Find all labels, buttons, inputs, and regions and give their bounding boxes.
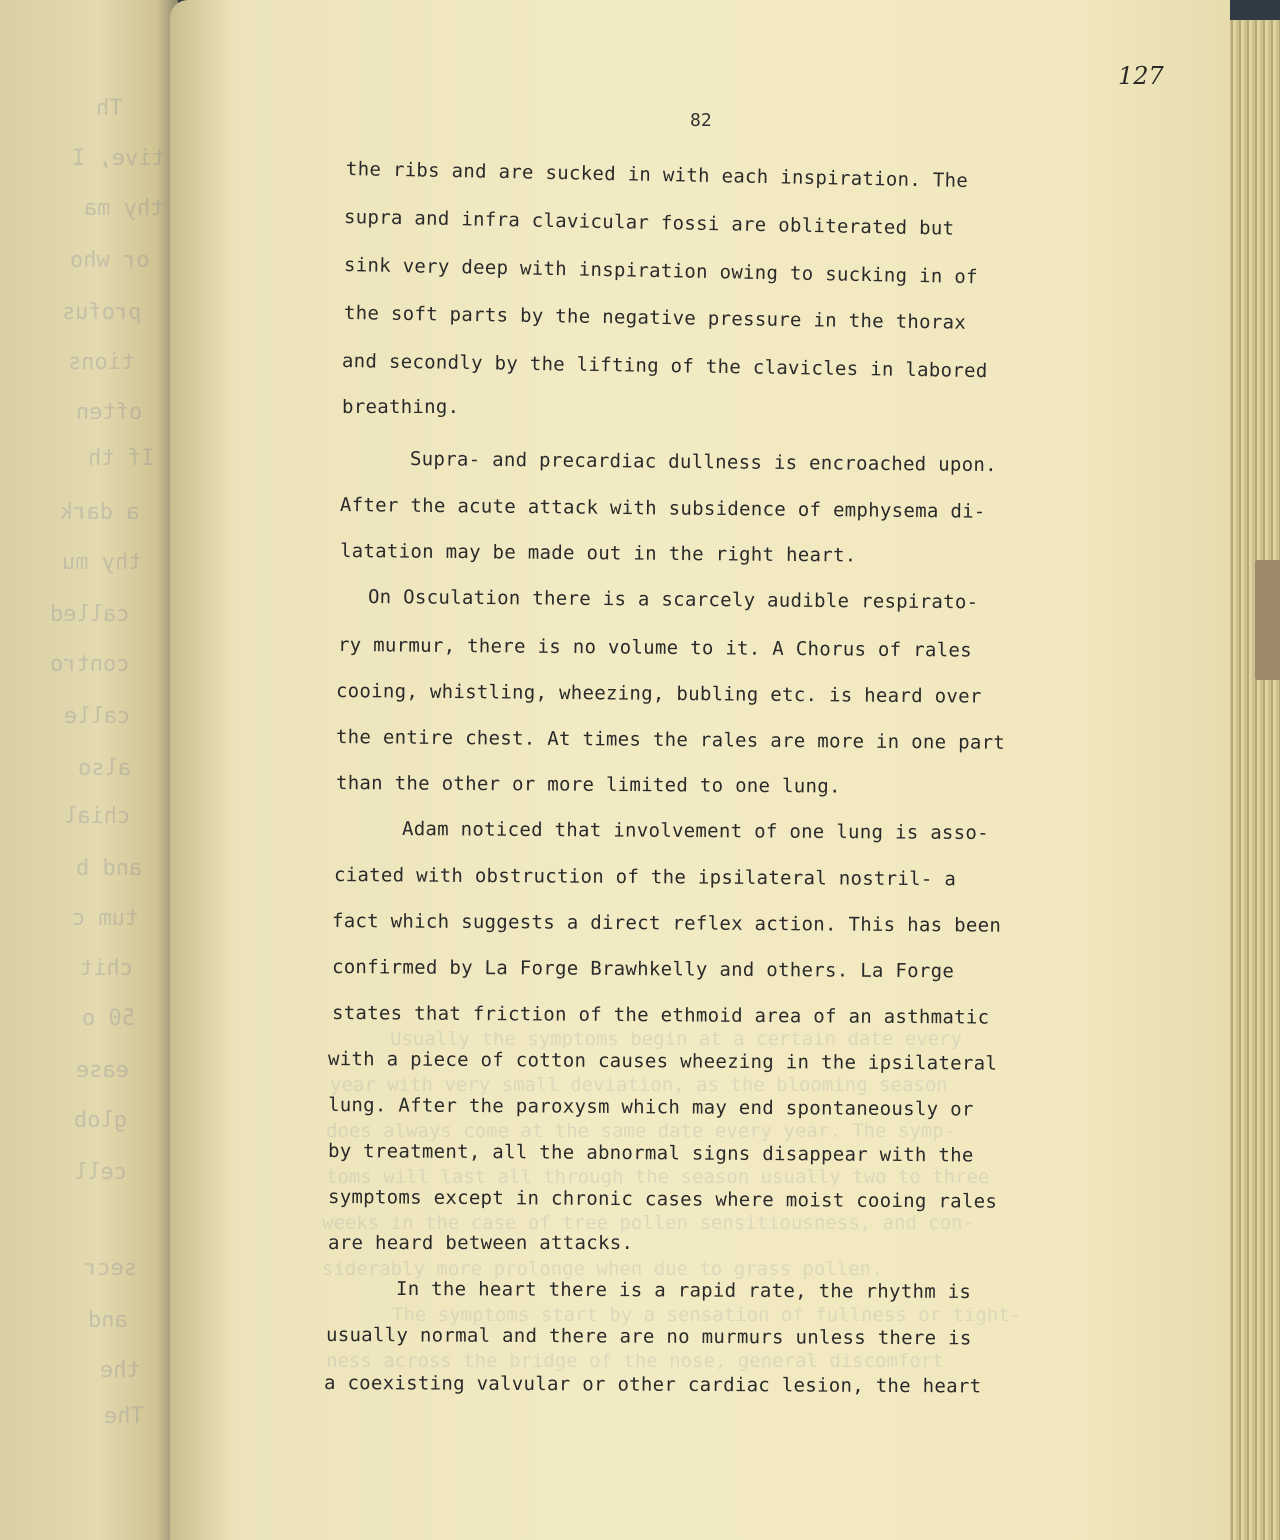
text-line: than the other or more limited to one lung. xyxy=(335,772,841,798)
ghost-word: or who xyxy=(70,248,150,273)
folio-number: 127 xyxy=(1118,62,1164,90)
binding-tab xyxy=(1255,560,1280,680)
ghost-word: calle xyxy=(64,704,131,729)
show-through-line: toms will last all through the season usually two to three xyxy=(326,1166,990,1188)
text-line: On Osculation there is a scarcely audible respirato- xyxy=(367,586,979,614)
ghost-word: cell xyxy=(74,1160,127,1185)
ghost-word: contro xyxy=(50,652,130,677)
page-number: 82 xyxy=(690,110,712,131)
ghost-word: a dark xyxy=(60,500,140,525)
text-line: states that friction of the ethmoid area of an asthmatic xyxy=(331,1002,990,1029)
text-line: usually normal and there are no murmurs unless there is xyxy=(325,1324,972,1350)
ghost-word: called xyxy=(50,602,130,627)
ghost-word: thy mu xyxy=(62,550,142,575)
ghost-word: also xyxy=(78,756,131,781)
ghost-word: tum c xyxy=(72,906,139,931)
show-through-line: Usually the symptoms begin at a certain date every xyxy=(390,1028,962,1050)
text-line: latation may be made out in the right heart. xyxy=(339,540,857,567)
ghost-word: tive, I xyxy=(72,146,165,171)
text-line: the soft parts by the negative pressure in the thorax xyxy=(343,302,967,334)
ghost-word: 50 o xyxy=(82,1006,135,1031)
ghost-word: Th xyxy=(96,96,123,121)
text-line: with a piece of cotton causes wheezing in the ipsilateral xyxy=(327,1048,998,1075)
ghost-word: If th xyxy=(88,446,155,471)
text-line: Adam noticed that involvement of one lung is asso- xyxy=(401,818,990,845)
ghost-word: and xyxy=(88,1308,128,1333)
ghost-word: secr xyxy=(84,1256,137,1281)
ghost-word: The xyxy=(104,1404,144,1429)
text-line: confirmed by La Forge Brawhkelly and others. La Forge xyxy=(331,956,955,983)
ghost-word: chial xyxy=(64,804,131,829)
ghost-word: often xyxy=(76,400,143,425)
left-page xyxy=(0,0,178,1540)
ghost-word: glob xyxy=(74,1108,127,1133)
text-line: cooing, whistling, wheezing, bubling etc. is heard over xyxy=(335,680,982,708)
text-line: are heard between attacks. xyxy=(328,1232,634,1254)
show-through-line: siderably more prolonge when due to grass pollen. xyxy=(322,1258,883,1280)
ghost-word: profus xyxy=(62,300,142,325)
ghost-word: ease xyxy=(76,1058,129,1083)
show-through-line: The symptoms start by a sensation of fullness or tight- xyxy=(392,1304,1022,1326)
text-line: supra and infra clavicular fossi are obliterated but xyxy=(343,206,955,240)
text-line: fact which suggests a direct reflex action. This has been xyxy=(331,910,1002,937)
text-line: the entire chest. At times the rales are more in one part xyxy=(335,726,1006,754)
text-line: sink very deep with inspiration owing to sucking in of xyxy=(343,254,979,289)
text-line: After the acute attack with subsidence of emphysema di- xyxy=(339,494,986,523)
text-line: breathing. xyxy=(342,396,460,418)
text-line: Supra- and precardiac dullness is encroached upon. xyxy=(409,448,998,477)
text-line: the ribs and are sucked in with each inspiration. The xyxy=(345,158,969,192)
ghost-word: chit xyxy=(80,956,133,981)
text-line: a coexisting valvular or other cardiac lesion, the heart xyxy=(323,1372,982,1398)
text-line: lung. After the paroxysm which may end spontaneously or xyxy=(327,1094,974,1121)
text-line: by treatment, all the abnormal signs disappear with the xyxy=(327,1140,974,1167)
show-through-line: ness across the bridge of the nose, general discomfort xyxy=(326,1350,944,1372)
text-line: ciated with obstruction of the ipsilateral nostril- a xyxy=(333,864,957,891)
show-through-line: does always come at the same date every year. The symp- xyxy=(326,1120,956,1142)
ghost-word: and b xyxy=(76,856,143,881)
text-line: symptoms except in chronic cases where moist cooing rales xyxy=(327,1186,998,1213)
show-through-line: weeks in the case of tree pollen sensitiousness, and con- xyxy=(322,1212,975,1234)
show-through-line: year with very small deviation, as the blooming season xyxy=(330,1074,948,1096)
text-line: In the heart there is a rapid rate, the rhythm is xyxy=(395,1278,972,1304)
ghost-word: the xyxy=(100,1358,140,1383)
ghost-word: tions xyxy=(68,350,135,375)
text-line: and secondly by the lifting of the clavicles in labored xyxy=(341,350,988,383)
ghost-word: thy ma xyxy=(84,196,164,221)
text-line: ry murmur, there is no volume to it. A Chorus of rales xyxy=(337,634,972,662)
